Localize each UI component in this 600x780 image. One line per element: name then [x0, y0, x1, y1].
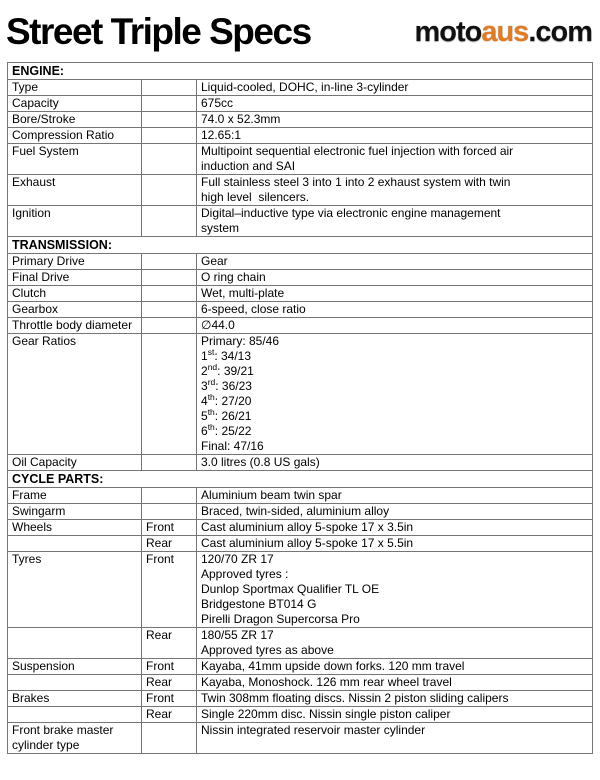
label-cell: Type	[8, 80, 142, 96]
row-tyres-rear	[8, 628, 593, 659]
modifier-cell	[142, 206, 197, 237]
value-line: Bridgestone BT014 G	[201, 597, 317, 611]
value-line: Approved tyres :	[201, 567, 289, 581]
value-line: Multipoint sequential electronic fuel injection with forced air	[201, 144, 514, 158]
row-swingarm	[8, 504, 593, 520]
modifier-cell	[142, 302, 197, 318]
modifier-cell	[142, 112, 197, 128]
label-cell	[8, 536, 142, 552]
row-suspension-front	[8, 659, 593, 675]
value-cell: Kayaba, Monoshock. 126 mm rear wheel travel	[197, 675, 593, 691]
label-cell: Compression Ratio	[8, 128, 142, 144]
section-title: ENGINE:	[8, 63, 593, 80]
value-cell: Gear	[197, 254, 593, 270]
value-cell: Kayaba, 41mm upside down forks. 120 mm travel	[197, 659, 593, 675]
row-final-drive	[8, 270, 593, 286]
modifier-cell	[142, 455, 197, 471]
value-cell: Single 220mm disc. Nissin single piston caliper	[197, 707, 593, 723]
label-cell: Throttle body diameter	[8, 318, 142, 334]
section-title: CYCLE PARTS:	[8, 471, 593, 488]
modifier-cell	[142, 175, 197, 206]
value-cell: Braced, twin-sided, aluminium alloy	[197, 504, 593, 520]
row-compression-ratio	[8, 128, 593, 144]
modifier-cell	[142, 723, 197, 754]
value-cell: Twin 308mm floating discs. Nissin 2 piston sliding calipers	[197, 691, 593, 707]
label-cell: Front brake master cylinder type	[8, 723, 142, 754]
gear-ratio-line: 2nd: 39/21	[201, 362, 254, 378]
modifier-cell: Rear	[142, 628, 197, 659]
gear-ratio-line: 5th: 26/21	[201, 407, 252, 423]
row-exhaust	[8, 175, 593, 206]
row-brakes-rear	[8, 707, 593, 723]
row-front-brake-master-cylinder	[8, 723, 593, 754]
modifier-cell: Rear	[142, 675, 197, 691]
modifier-cell	[142, 334, 197, 455]
value-line: 180/55 ZR 17	[201, 628, 274, 642]
label-cell: Tyres	[8, 552, 142, 628]
logo-moto-text: moto	[414, 15, 482, 48]
gear-ratio-line: 1st: 34/13	[201, 347, 252, 363]
logo-com-text: .com	[528, 15, 592, 48]
value-line: 120/70 ZR 17	[201, 552, 274, 566]
value-line: high level silencers.	[201, 190, 310, 204]
value-cell: Wet, multi-plate	[197, 286, 593, 302]
value-cell	[197, 628, 593, 659]
modifier-cell	[142, 128, 197, 144]
label-cell: Oil Capacity	[8, 455, 142, 471]
label-cell: Gearbox	[8, 302, 142, 318]
modifier-cell: Front	[142, 520, 197, 536]
value-cell: 12.65:1	[197, 128, 593, 144]
motoaus-logo[interactable]	[414, 16, 592, 49]
value-line: Approved tyres as above	[201, 643, 334, 657]
label-cell: Swingarm	[8, 504, 142, 520]
modifier-cell: Rear	[142, 707, 197, 723]
masthead	[0, 0, 600, 62]
value-cell: Cast aluminium alloy 5-spoke 17 x 5.5in	[197, 536, 593, 552]
gear-ratio-line: 6th: 25/22	[201, 422, 252, 438]
value-cell: 74.0 x 52.3mm	[197, 112, 593, 128]
row-fuel-system	[8, 144, 593, 175]
value-cell	[197, 206, 593, 237]
label-cell: Bore/Stroke	[8, 112, 142, 128]
modifier-cell	[142, 504, 197, 520]
label-cell	[8, 707, 142, 723]
page-title: Street Triple Specs	[6, 11, 311, 52]
label-cell: Ignition	[8, 206, 142, 237]
value-cell: Liquid-cooled, DOHC, in-line 3-cylinder	[197, 80, 593, 96]
label-cell: Primary Drive	[8, 254, 142, 270]
modifier-cell	[142, 96, 197, 112]
row-ignition	[8, 206, 593, 237]
value-line: Digital–inductive type via electronic engine management	[201, 206, 501, 220]
value-line: Full stainless steel 3 into 1 into 2 exhaust system with twin	[201, 175, 511, 189]
row-capacity	[8, 96, 593, 112]
value-cell	[197, 144, 593, 175]
row-tyres-front	[8, 552, 593, 628]
value-cell	[197, 552, 593, 628]
modifier-cell	[142, 318, 197, 334]
label-cell: Fuel System	[8, 144, 142, 175]
modifier-cell	[142, 270, 197, 286]
label-cell: Capacity	[8, 96, 142, 112]
section-header-cycle-parts	[8, 471, 593, 488]
value-cell	[197, 334, 593, 455]
gear-ratio-line: Primary: 85/46	[201, 334, 280, 348]
label-cell: Suspension	[8, 659, 142, 675]
row-clutch	[8, 286, 593, 302]
value-cell: 6-speed, close ratio	[197, 302, 593, 318]
row-bore-stroke	[8, 112, 593, 128]
modifier-cell: Front	[142, 691, 197, 707]
row-wheels-front	[8, 520, 593, 536]
row-suspension-rear	[8, 675, 593, 691]
value-line: Pirelli Dragon Supercorsa Pro	[201, 612, 360, 626]
logo-aus-text: aus	[481, 15, 529, 48]
value-cell	[197, 175, 593, 206]
row-brakes-front	[8, 691, 593, 707]
section-header-engine	[8, 63, 593, 80]
label-cell: Exhaust	[8, 175, 142, 206]
modifier-cell	[142, 488, 197, 504]
row-throttle-body-diameter	[8, 318, 593, 334]
gear-ratio-line: 4th: 27/20	[201, 392, 252, 408]
label-cell: Brakes	[8, 691, 142, 707]
value-line: system	[201, 221, 240, 235]
modifier-cell: Front	[142, 552, 197, 628]
label-cell	[8, 675, 142, 691]
row-frame	[8, 488, 593, 504]
row-type	[8, 80, 593, 96]
modifier-cell	[142, 80, 197, 96]
label-cell: Clutch	[8, 286, 142, 302]
value-cell: ∅44.0	[197, 318, 593, 334]
modifier-cell: Front	[142, 659, 197, 675]
section-header-transmission	[8, 237, 593, 254]
row-primary-drive	[8, 254, 593, 270]
modifier-cell	[142, 254, 197, 270]
value-cell: Nissin integrated reservoir master cylinder	[197, 723, 593, 754]
modifier-cell: Rear	[142, 536, 197, 552]
gear-ratio-line: 3rd: 36/23	[201, 377, 252, 393]
row-gearbox	[8, 302, 593, 318]
modifier-cell	[142, 144, 197, 175]
value-line: induction and SAI	[201, 159, 296, 173]
row-oil-capacity	[8, 455, 593, 471]
label-cell: Gear Ratios	[8, 334, 142, 455]
gear-ratio-line: Final: 47/16	[201, 439, 264, 453]
value-cell: 675cc	[197, 96, 593, 112]
label-cell	[8, 628, 142, 659]
label-cell: Final Drive	[8, 270, 142, 286]
value-cell: 3.0 litres (0.8 US gals)	[197, 455, 593, 471]
modifier-cell	[142, 286, 197, 302]
value-cell: Aluminium beam twin spar	[197, 488, 593, 504]
value-cell: O ring chain	[197, 270, 593, 286]
value-line: Dunlop Sportmax Qualifier TL OE	[201, 582, 380, 596]
section-title: TRANSMISSION:	[8, 237, 593, 254]
label-cell: Wheels	[8, 520, 142, 536]
label-cell: Frame	[8, 488, 142, 504]
value-cell: Cast aluminium alloy 5-spoke 17 x 3.5in	[197, 520, 593, 536]
specs-table	[7, 62, 593, 754]
row-wheels-rear	[8, 536, 593, 552]
row-gear-ratios	[8, 334, 593, 455]
